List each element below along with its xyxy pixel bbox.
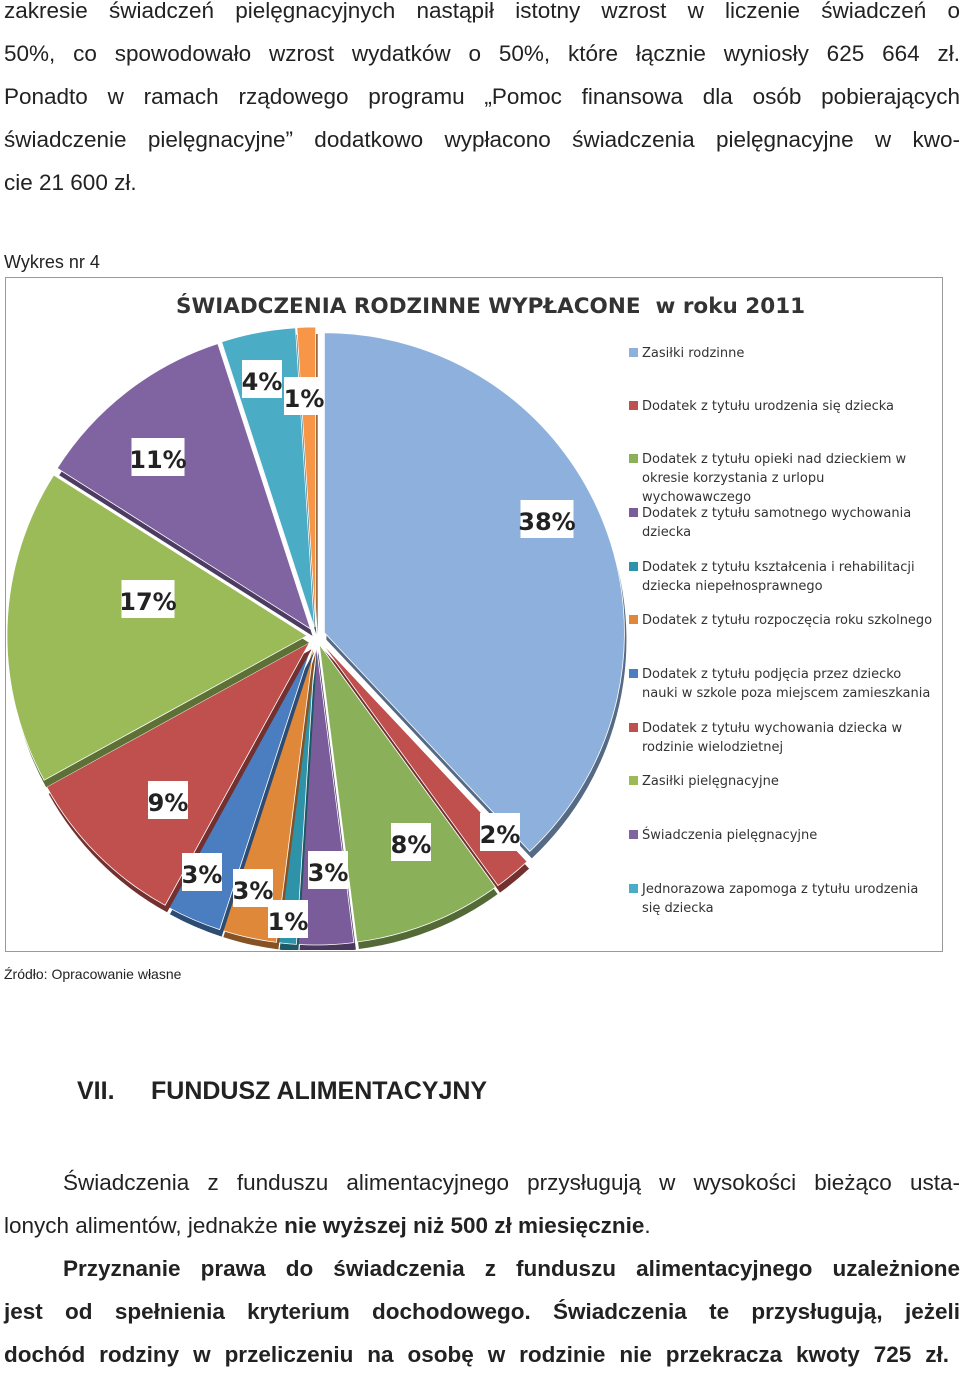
text-line: [4, 1204, 960, 1247]
data-label: 4%: [241, 368, 283, 396]
legend-label: Jednorazowa zapomoga z tytułu urodzenia się dziecka: [642, 882, 919, 916]
legend-label: Dodatek z tytułu rozpoczęcia roku szkolnego: [642, 613, 933, 628]
text-line: 50%, co spowodowało wzrost wydatków o 50%, które łącznie wyniosły 625 664 zł.: [4, 41, 960, 66]
legend-swatch: [629, 401, 638, 410]
data-label: 3%: [307, 859, 349, 887]
data-label: 2%: [479, 821, 521, 849]
legend-label: Dodatek z tytułu wychowania dziecka w rodzinie wielodzietnej: [642, 721, 903, 755]
text-span: .: [644, 1213, 651, 1238]
legend-swatch: [629, 508, 638, 517]
chart-title: ŚWIADCZENIA RODZINNE WYPŁACONE w roku 2011: [176, 294, 806, 319]
legend-swatch: [629, 454, 638, 463]
data-label: 1%: [283, 385, 325, 413]
data-label: 9%: [147, 789, 189, 817]
text-span-bold: nie wyższej niż 500 zł miesięcznie: [284, 1213, 645, 1238]
legend-label: Dodatek z tytułu samotnego wychowania dziecka: [642, 506, 912, 540]
data-label: 17%: [119, 588, 177, 616]
legend-swatch: [629, 615, 638, 624]
data-label: 11%: [129, 446, 187, 474]
section-number: VII.: [77, 1077, 115, 1105]
text-line: Ponadto w ramach rządowego programu „Pomoc finansowa dla osób pobierających: [4, 84, 960, 109]
text-line: Świadczenia z funduszu alimentacyjnego przysługują w wysokości bieżąco usta-: [63, 1170, 960, 1195]
data-label: 3%: [232, 877, 274, 905]
data-label: 38%: [518, 508, 576, 536]
legend-swatch: [629, 723, 638, 732]
text-line-bold: jest od spełnienia kryterium dochodowego. Świadczenia te przysługują, jeżeli: [4, 1299, 960, 1324]
legend-label: Dodatek z tytułu opieki nad dzieckiem w okresie korzystania z urlopu wychowawczego: [642, 452, 907, 505]
section-title: FUNDUSZ ALIMENTACYJNY: [151, 1077, 488, 1105]
chart-frame: [5, 277, 943, 952]
text-line: zakresie świadczeń pielęgnacyjnych nastąpił istotny wzrost w liczenie świadczeń o: [4, 0, 960, 23]
text-line: cie 21 600 zł.: [4, 170, 137, 195]
text-span: lonych alimentów, jednakże: [4, 1213, 285, 1238]
figure-caption: Wykres nr 4: [4, 252, 100, 272]
legend-label: Dodatek z tytułu podjęcia przez dziecko nauki w szkole poza miejscem zamieszkania: [642, 667, 931, 701]
figure-source: Źródło: Opracowanie własne: [4, 966, 182, 982]
data-label: 1%: [267, 908, 309, 936]
data-label: 8%: [390, 831, 432, 859]
legend-label: Dodatek z tytułu kształcenia i rehabilitacji dziecka niepełnosprawnego: [642, 560, 915, 594]
legend-swatch: [629, 562, 638, 571]
legend-swatch: [629, 776, 638, 785]
legend-swatch: [629, 830, 638, 839]
legend-swatch: [629, 669, 638, 678]
legend-label: Dodatek z tytułu urodzenia się dziecka: [642, 399, 894, 414]
legend-swatch: [629, 348, 638, 357]
text-line-bold: dochód rodziny w przeliczeniu na osobę w rodzinie nie przekracza kwoty 725 zł.: [4, 1342, 949, 1367]
legend-label: Świadczenia pielęgnacyjne: [642, 828, 818, 843]
data-label: 3%: [181, 861, 223, 889]
pie-chart: [6, 278, 941, 950]
legend-label: Zasiłki rodzinne: [642, 346, 745, 361]
text-line-bold: Przyznanie prawa do świadczenia z funduszu alimentacyjnego uzależnione: [63, 1256, 960, 1281]
legend-label: Zasiłki pielęgnacyjne: [642, 774, 779, 789]
text-line: świadczenie pielęgnacyjne” dodatkowo wypłacono świadczenia pielęgnacyjne w kwo-: [4, 127, 960, 152]
legend-swatch: [629, 884, 638, 893]
